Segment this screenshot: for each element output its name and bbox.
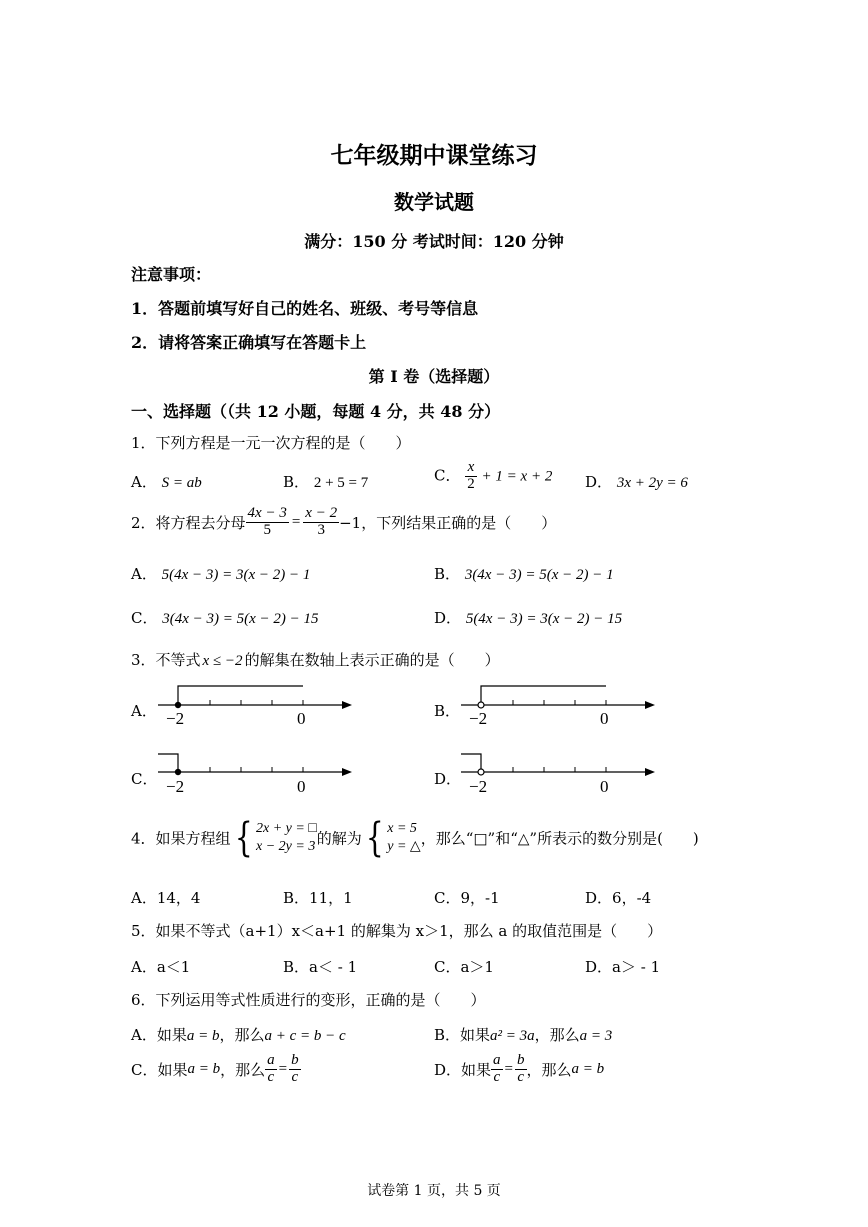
- section-title: 一、选择题（（共 12 小题，每题 4 分，共 48 分）: [131, 402, 501, 421]
- tick-label: −2: [166, 777, 185, 796]
- option-expr: 3(4x − 3) = 5(x − 2) − 1: [464, 567, 614, 583]
- q3-option-a-label: A．: [131, 702, 157, 720]
- question-1-stem: 1．下列方程是一元一次方程的是（ ）: [131, 434, 411, 452]
- inequality: x ≤ −2: [202, 653, 243, 669]
- q6-option-b: B．如果a² = 3a，那么a = 3: [434, 1026, 613, 1044]
- q5-option-d: D．a＞ - 1: [585, 958, 661, 976]
- option-expr: + 1 = x + 2: [481, 468, 553, 485]
- equation-system: 2x + y = □ x − 2y = 3: [256, 820, 317, 854]
- tick-label: 0: [600, 777, 609, 796]
- option-label: A．: [131, 473, 157, 491]
- q2-option-a: [131, 563, 310, 584]
- stem-text: 的解集在数轴上表示正确的是（ ）: [244, 651, 500, 669]
- q6-option-d: D．如果 $\frac{a}{c}$ = $\frac{b}{c}$ ，那么a = b: [434, 1052, 605, 1085]
- number-line-d: [453, 746, 663, 796]
- notice-item: 2．请将答案正确填写在答题卡上: [131, 333, 367, 352]
- option-label: D．: [434, 609, 462, 627]
- option-expr: 3x + 2y = 6: [616, 475, 688, 491]
- fraction: $\frac{x}{2}$: [467, 459, 475, 492]
- option-expr: 5(4x − 3) = 3(x − 2) − 1: [161, 567, 311, 583]
- q3-option-c-label: C．: [131, 770, 158, 788]
- question-3-stem: [131, 649, 500, 670]
- question-2-stem: [131, 506, 556, 539]
- tick-label: 0: [297, 777, 306, 796]
- q1-option-c: [434, 460, 552, 493]
- tick-label: −2: [469, 777, 488, 796]
- q4-option-b: B．11，1: [283, 889, 353, 907]
- tick-label: −2: [469, 709, 488, 728]
- q3-option-d-label: D．: [434, 770, 462, 788]
- fraction: $\frac{b}{c}$: [517, 1052, 525, 1085]
- notice-heading: 注意事项：: [131, 265, 212, 284]
- question-4-stem: [131, 815, 699, 861]
- option-label: C．: [434, 466, 461, 485]
- page-footer: 试卷第 1 页，共 5 页: [367, 1183, 501, 1199]
- fraction: $\frac{a}{c}$: [267, 1052, 275, 1085]
- q4-option-a: A．14，4: [131, 889, 201, 907]
- q4-option-c: C．9，-1: [434, 889, 500, 907]
- page-title: 七年级期中课堂练习: [330, 142, 538, 169]
- q2-option-b: [434, 563, 614, 584]
- number-line-b: [453, 678, 663, 728]
- stem-text: ，那么“□”和“△”所表示的数分别是( ): [420, 829, 699, 848]
- q1-option-b: [283, 471, 368, 492]
- q5-option-c: C．a＞1: [434, 958, 494, 976]
- tick-label: 0: [297, 709, 306, 728]
- fraction: $\frac{x - 2}{3}$: [305, 505, 338, 538]
- option-label: B．: [283, 473, 310, 491]
- option-label: C．: [131, 609, 158, 627]
- q1-option-d: [585, 471, 688, 492]
- brace-icon: {: [234, 815, 253, 861]
- q2-option-d: [434, 607, 622, 628]
- equals-sign: =: [291, 513, 301, 530]
- stem-text: 的解为: [316, 829, 362, 848]
- q6-option-c: C．如果a = b，那么 $\frac{a}{c}$ = $\frac{b}{c}$: [131, 1052, 299, 1085]
- option-label: B．: [434, 565, 461, 583]
- tick-label: 0: [600, 709, 609, 728]
- q3-option-b-label: B．: [434, 702, 461, 720]
- q2-option-c: [131, 607, 319, 628]
- stem-text: 4．如果方程组: [131, 829, 231, 848]
- part-title: 第 I 卷（选择题）: [368, 367, 500, 386]
- q5-option-b: B．a＜ - 1: [283, 958, 358, 976]
- notice-item: 1．答题前填写好自己的姓名、班级、考号等信息: [131, 299, 479, 318]
- number-line-a: [150, 678, 360, 728]
- q4-option-d: D．6，-4: [585, 889, 652, 907]
- stem-text: −1，下列结果正确的是（ ）: [339, 513, 557, 532]
- option-expr: 2 + 5 = 7: [313, 475, 369, 491]
- option-expr: S = ab: [161, 475, 202, 491]
- exam-meta: 满分：150 分 考试时间：120 分钟: [304, 232, 564, 251]
- subject-title: 数学试题: [394, 190, 474, 214]
- solution-system: x = 5 y = △: [387, 820, 421, 854]
- stem-text: 2．将方程去分母: [131, 513, 246, 532]
- option-expr: 3(4x − 3) = 5(x − 2) − 15: [162, 611, 319, 627]
- question-5-stem: 5．如果不等式（a+1）x＜a+1 的解集为 x＞1，那么 a 的取值范围是（ ）: [131, 922, 663, 940]
- fraction: $\frac{4x - 3}{5}$: [247, 505, 287, 538]
- fraction: $\frac{a}{c}$: [493, 1052, 501, 1085]
- fraction: $\frac{b}{c}$: [291, 1052, 299, 1085]
- number-line-c: [150, 746, 360, 796]
- brace-icon: {: [365, 815, 384, 861]
- option-label: A．: [131, 565, 157, 583]
- option-expr: 5(4x − 3) = 3(x − 2) − 15: [465, 611, 623, 627]
- q5-option-a: A．a＜1: [131, 958, 191, 976]
- stem-text: 3．不等式: [131, 651, 201, 669]
- option-label: D．: [585, 473, 613, 491]
- question-6-stem: 6．下列运用等式性质进行的变形，正确的是（ ）: [131, 991, 486, 1009]
- q6-option-a: A．如果a = b，那么a + c = b − c: [131, 1026, 346, 1044]
- q1-option-a: [131, 471, 202, 492]
- tick-label: −2: [166, 709, 185, 728]
